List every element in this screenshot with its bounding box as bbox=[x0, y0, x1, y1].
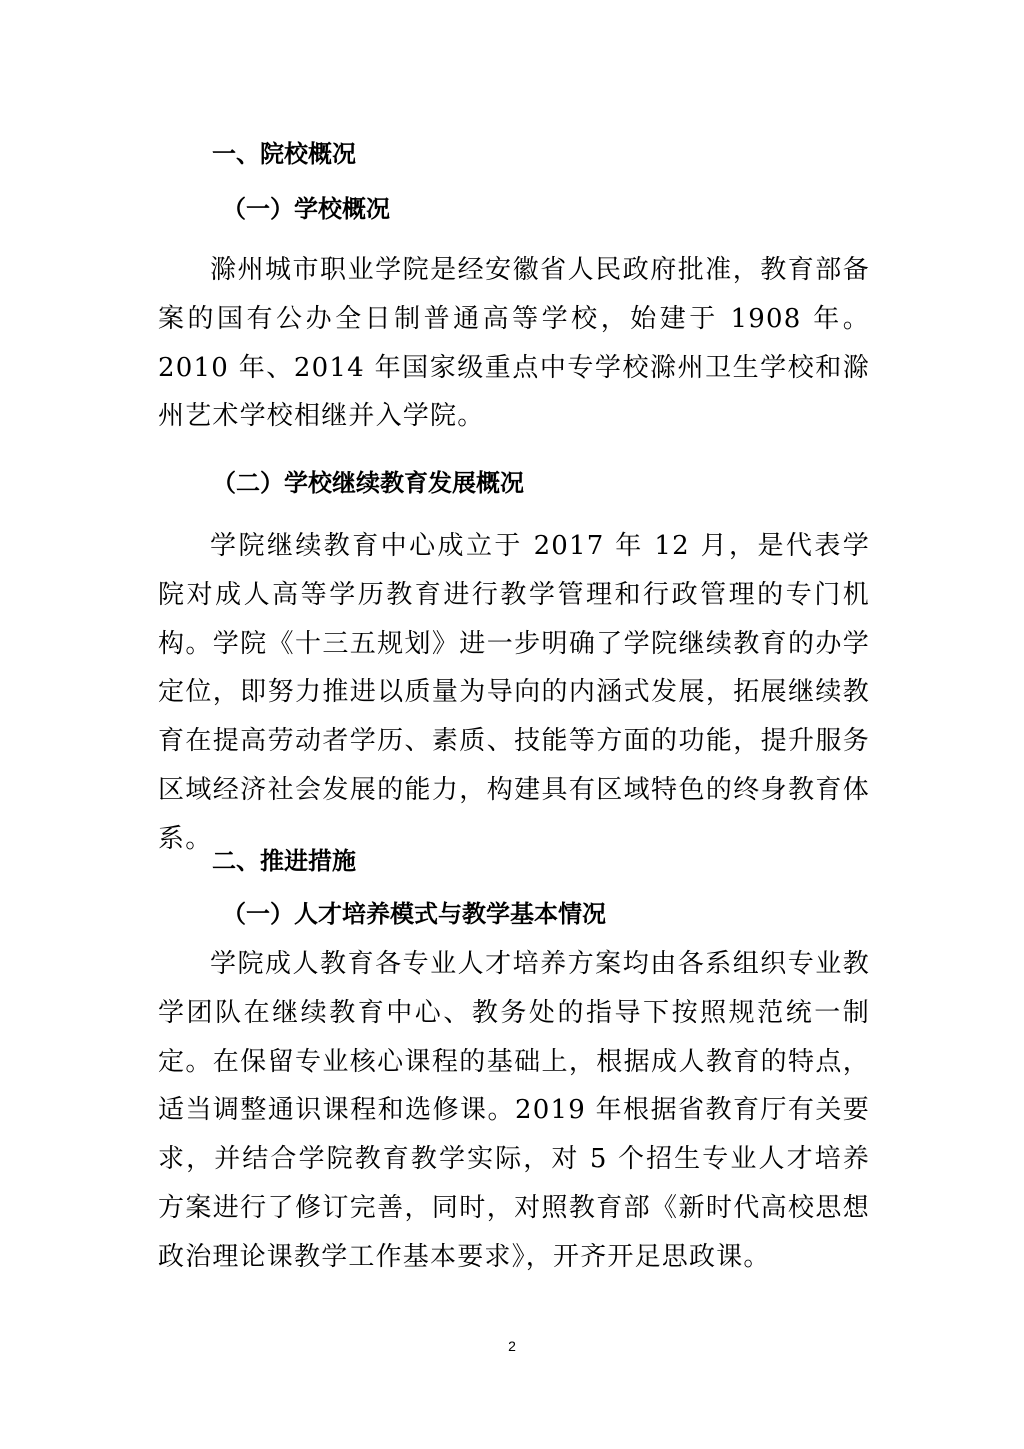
paragraph-school-profile: 滁州城市职业学院是经安徽省人民政府批准，教育部备案的国有公办全日制普通高等学校，始建于 1908 年。2010 年、2014 年国家级重点中专学校滁州卫生学校和滁州艺术学校相继并入学院。 bbox=[158, 255, 870, 432]
page-number: 2 bbox=[508, 1338, 516, 1354]
heading-school-overview: 一、院校概况 bbox=[212, 140, 356, 168]
subheading-continuing-education: （二）学校继续教育发展概况 bbox=[212, 469, 524, 497]
subheading-training-mode: （一）人才培养模式与教学基本情况 bbox=[222, 900, 606, 928]
subheading-school-profile: （一）学校概况 bbox=[222, 195, 390, 223]
paragraph-training-mode: 学院成人教育各专业人才培养方案均由各系组织专业教学团队在继续教育中心、教务处的指导下按照规范统一制定。在保留专业核心课程的基础上，根据成人教育的特点，适当调整通识课程和选修课。2019 年根据省教育厅有关要求，并结合学院教育教学实际，对 5 个招生专业人才培养方案进行了修订完善，同时，对照教育部《新时代高校思想政治理论课教学工作基本要求》，开齐开足思政课。 bbox=[158, 949, 870, 1272]
paragraph-continuing-education: 学院继续教育中心成立于 2017 年 12 月，是代表学院对成人高等学历教育进行教学管理和行政管理的专门机构。学院《十三五规划》进一步明确了学院继续教育的办学定位，即努力推进以质量为导向的内涵式发展，拓展继续教育在提高劳动者学历、素质、技能等方面的功能，提升服务区域经济社会发展的能力，构建具有区域特色的终身教育体系。 bbox=[158, 531, 870, 854]
heading-measures: 二、推进措施 bbox=[212, 847, 356, 875]
